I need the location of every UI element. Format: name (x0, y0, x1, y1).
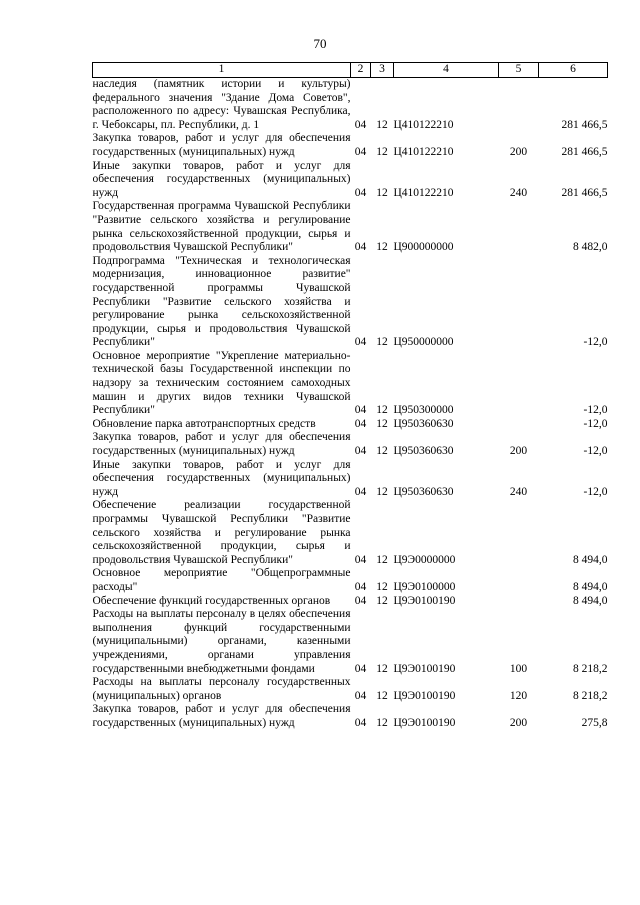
target-article-code: Ц950360630 (393, 417, 454, 430)
expense-name: Подпрограмма "Техническая и технологическая модернизация, инновационное развитие" государственной программы Чувашской Республики "Развитие сельского хозяйства и регулирование рынка сельскохозяйственной продукции, сырья и продовольствия Чувашской Республики" (92, 254, 351, 349)
section-code: 04 (354, 186, 367, 199)
expense-type-code: 100 (509, 662, 528, 675)
section-code: 04 (354, 689, 367, 702)
amount: -12,0 (583, 336, 608, 349)
target-article-code: Ц9Э0100190 (393, 662, 456, 675)
section-code: 04 (354, 594, 367, 607)
target-article-code: Ц950000000 (393, 336, 454, 349)
target-article-code: Ц9Э0100190 (393, 594, 456, 607)
column-header: 4 (394, 63, 499, 78)
column-header: 6 (539, 63, 608, 78)
subsection-code: 12 (376, 689, 388, 702)
expense-name: Закупка товаров, работ и услуг для обеспечения государственных (муниципальных) нужд (92, 703, 351, 729)
section-code: 04 (354, 716, 367, 729)
amount: -12,0 (583, 404, 608, 417)
expense-name: Основное мероприятие "Общепрограммные расходы" (92, 567, 351, 593)
subsection-code: 12 (376, 716, 388, 729)
expense-name: Иные закупки товаров, работ и услуг для обеспечения государственных (муниципальных) нужд (92, 458, 351, 498)
table-row (93, 132, 608, 159)
target-article-code: Ц950360630 (393, 485, 454, 498)
expense-type-code: 200 (509, 716, 528, 729)
expense-name: Иные закупки товаров, работ и услуг для обеспечения государственных (муниципальных) нужд (92, 159, 351, 199)
column-number-row (93, 63, 608, 78)
subsection-code: 12 (376, 186, 388, 199)
expense-type-code: 200 (509, 445, 528, 458)
expense-name: Обеспечение функций государственных органов (92, 594, 331, 607)
expense-type-code (499, 200, 539, 254)
subsection-code: 12 (376, 594, 388, 607)
table-row (93, 499, 608, 567)
amount: 8 218,2 (573, 662, 608, 675)
table-row (93, 676, 608, 703)
section-code: 04 (354, 417, 367, 430)
target-article-code: Ц410122210 (393, 118, 454, 131)
table-row (93, 418, 608, 432)
amount: 8 494,0 (573, 553, 608, 566)
budget-table (92, 62, 608, 731)
table-row (93, 200, 608, 254)
table-row (93, 350, 608, 418)
expense-type-code: 120 (509, 689, 528, 702)
column-header: 1 (93, 63, 351, 78)
amount: 275,8 (581, 716, 608, 729)
section-code: 04 (354, 404, 367, 417)
expense-name: Государственная программа Чувашской Республики "Развитие сельского хозяйства и регулирование рынка сельскохозяйственной продукции, сырья и продовольствия Чувашской Республики" (92, 200, 351, 254)
amount: 8 482,0 (573, 241, 608, 254)
expense-name: Расходы на выплаты персоналу государственных (муниципальных) органов (92, 676, 351, 702)
section-code: 04 (354, 485, 367, 498)
subsection-code: 12 (376, 445, 388, 458)
subsection-code: 12 (376, 485, 388, 498)
table-row (93, 78, 608, 133)
subsection-code: 12 (376, 118, 388, 131)
target-article-code: Ц9Э0100000 (393, 580, 456, 593)
expense-name: Обеспечение реализации государственной программы Чувашской Республики "Развитие сельского хозяйства и регулирование рынка сельскохозяйственной продукции, сырья и продовольствия Чувашской Республики" (92, 499, 351, 566)
expense-type-code (499, 499, 539, 567)
subsection-code: 12 (376, 404, 388, 417)
target-article-code: Ц9Э0000000 (393, 553, 456, 566)
target-article-code: Ц9Э0100190 (393, 689, 456, 702)
table-row (93, 160, 608, 201)
subsection-code: 12 (376, 145, 388, 158)
amount: -12,0 (583, 485, 608, 498)
table-row (93, 595, 608, 609)
column-header: 3 (371, 63, 394, 78)
table-row (93, 255, 608, 350)
page-number: 70 (313, 36, 327, 51)
expense-type-code: 240 (509, 186, 528, 199)
target-article-code: Ц950360630 (393, 445, 454, 458)
section-code: 04 (354, 445, 367, 458)
expense-name: Расходы на выплаты персоналу в целях обеспечения выполнения функций государственными (муниципальными) органами, казенными учреждениями, органами управления государственными внебюджетными фондами (92, 608, 351, 675)
table-row (93, 431, 608, 458)
section-code: 04 (354, 336, 367, 349)
table-row (93, 608, 608, 676)
expense-type-code (499, 418, 539, 432)
section-code: 04 (354, 580, 367, 593)
expense-type-code (499, 255, 539, 350)
expense-type-code (499, 595, 539, 609)
column-header: 5 (499, 63, 539, 78)
subsection-code: 12 (376, 417, 388, 430)
expense-type-code (499, 567, 539, 594)
amount: 281 466,5 (561, 186, 608, 199)
expense-type-code: 200 (509, 145, 528, 158)
expense-name: Закупка товаров, работ и услуг для обеспечения государственных (муниципальных) нужд (92, 132, 351, 158)
section-code: 04 (354, 118, 367, 131)
expense-name: Обновление парка автотранспортных средств (92, 417, 316, 430)
expense-name: наследия (памятник истории и культуры) федерального значения "Здание Дома Советов", расположенного по адресу: Чувашская Республика, г. Чебоксары, пл. Республики, д. 1 (92, 78, 351, 131)
amount: 8 218,2 (573, 689, 608, 702)
subsection-code: 12 (376, 241, 388, 254)
table-row (93, 703, 608, 730)
table-row (93, 459, 608, 500)
amount: 8 494,0 (573, 580, 608, 593)
table-row (93, 567, 608, 594)
expense-type-code (499, 350, 539, 418)
target-article-code: Ц900000000 (393, 241, 454, 254)
target-article-code: Ц410122210 (393, 186, 454, 199)
target-article-code: Ц950300000 (393, 404, 454, 417)
subsection-code: 12 (376, 580, 388, 593)
expense-type-code (499, 78, 539, 133)
amount: 8 494,0 (573, 594, 608, 607)
section-code: 04 (354, 145, 367, 158)
section-code: 04 (354, 553, 367, 566)
subsection-code: 12 (376, 336, 388, 349)
amount: -12,0 (583, 445, 608, 458)
column-header: 2 (351, 63, 371, 78)
amount: 281 466,5 (561, 145, 608, 158)
subsection-code: 12 (376, 662, 388, 675)
expense-name: Основное мероприятие "Укрепление материально-технической базы Государственной инспекции по надзору за техническим состоянием самоходных машин и других видов техники Чувашской Республики" (92, 349, 351, 417)
section-code: 04 (354, 662, 367, 675)
target-article-code: Ц410122210 (393, 145, 454, 158)
expense-name: Закупка товаров, работ и услуг для обеспечения государственных (муниципальных) нужд (92, 431, 351, 458)
target-article-code: Ц9Э0100190 (393, 716, 456, 729)
subsection-code: 12 (376, 553, 388, 566)
expense-type-code: 240 (509, 485, 528, 498)
amount: 281 466,5 (561, 118, 608, 131)
amount: -12,0 (583, 417, 608, 430)
section-code: 04 (354, 241, 367, 254)
